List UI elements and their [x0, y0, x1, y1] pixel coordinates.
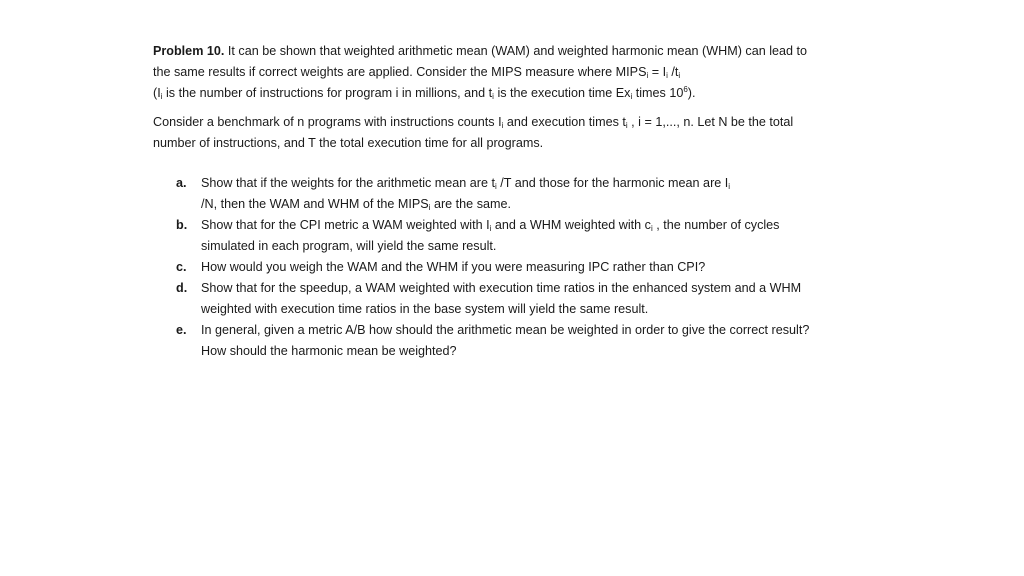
benchmark-text: Consider a benchmark of n programs with instructions counts I — [153, 115, 502, 129]
list-item — [153, 278, 813, 320]
subscript: i — [492, 92, 494, 101]
item-letter: b. — [176, 218, 188, 232]
intro-text: is the execution time Ex — [493, 86, 631, 100]
item-text: /T and those for the harmonic mean are I — [496, 176, 729, 190]
problem-intro — [153, 41, 813, 104]
list-item — [153, 320, 813, 362]
item-text: and a WHM weighted with c — [491, 218, 651, 232]
subscript: i — [489, 224, 492, 233]
document-body — [153, 41, 813, 362]
intro-text: = I — [648, 65, 667, 79]
item-text: are the same. — [430, 197, 511, 211]
benchmark-text: and execution times t — [503, 115, 626, 129]
list-item — [153, 257, 813, 278]
item-letter: a. — [176, 176, 187, 190]
subscript: i — [501, 121, 504, 130]
item-text: Show that for the speedup, a WAM weighted with execution time ratios in the enhanced system and a WHM weighted with execution time ratios in the base system will yield the same result. — [201, 281, 802, 316]
intro-text: is the number of instructions for program i in millions, and t — [162, 86, 493, 100]
problem-label: Problem 10. — [153, 44, 225, 58]
subscript: i — [428, 203, 431, 212]
subscript: i — [678, 71, 681, 80]
item-letter: d. — [176, 281, 188, 295]
intro-text: ). — [687, 86, 696, 100]
list-item — [153, 215, 813, 257]
item-letter: c. — [176, 260, 187, 274]
subscript: i — [160, 92, 163, 101]
intro-text: times 10 — [632, 86, 684, 100]
item-text: How would you weigh the WAM and the WHM if you were measuring IPC rather than CPI? — [201, 260, 706, 274]
item-text: In general, given a metric A/B how should the arithmetic mean be weighted in order to give the correct result? How should the harmonic mean be weighted? — [201, 323, 810, 358]
subscript: i — [666, 71, 668, 80]
subscript: i — [728, 182, 731, 191]
item-letter: e. — [176, 323, 187, 337]
intro-text: It can be shown that weighted arithmetic mean (WAM) and weighted harmonic mean (WHM) can lead to the same results if correct weights are applied. Consider the MIPS measure where MIPS — [153, 44, 808, 79]
item-text: , the number of cycles simulated in each program, will yield the same result. — [201, 218, 780, 253]
item-text: Show that for the CPI metric a WAM weighted with I — [201, 218, 490, 232]
subscript: i — [625, 121, 628, 130]
list-item — [153, 173, 813, 215]
superscript: 6 — [683, 85, 688, 94]
subscript: i — [646, 71, 649, 80]
subscript: i — [630, 92, 633, 101]
question-list — [153, 173, 813, 362]
intro-text: (I — [153, 86, 161, 100]
benchmark-paragraph — [153, 112, 813, 154]
item-text: /N, then the WAM and WHM of the MIPS — [201, 197, 429, 211]
intro-text: /t — [667, 65, 679, 79]
subscript: i — [495, 182, 497, 191]
benchmark-text: , i = 1,..., n. Let N be the total number of instructions, and T the total execution time for all programs. — [153, 115, 794, 150]
subscript: i — [650, 224, 653, 233]
item-text: Show that if the weights for the arithmetic mean are t — [201, 176, 495, 190]
